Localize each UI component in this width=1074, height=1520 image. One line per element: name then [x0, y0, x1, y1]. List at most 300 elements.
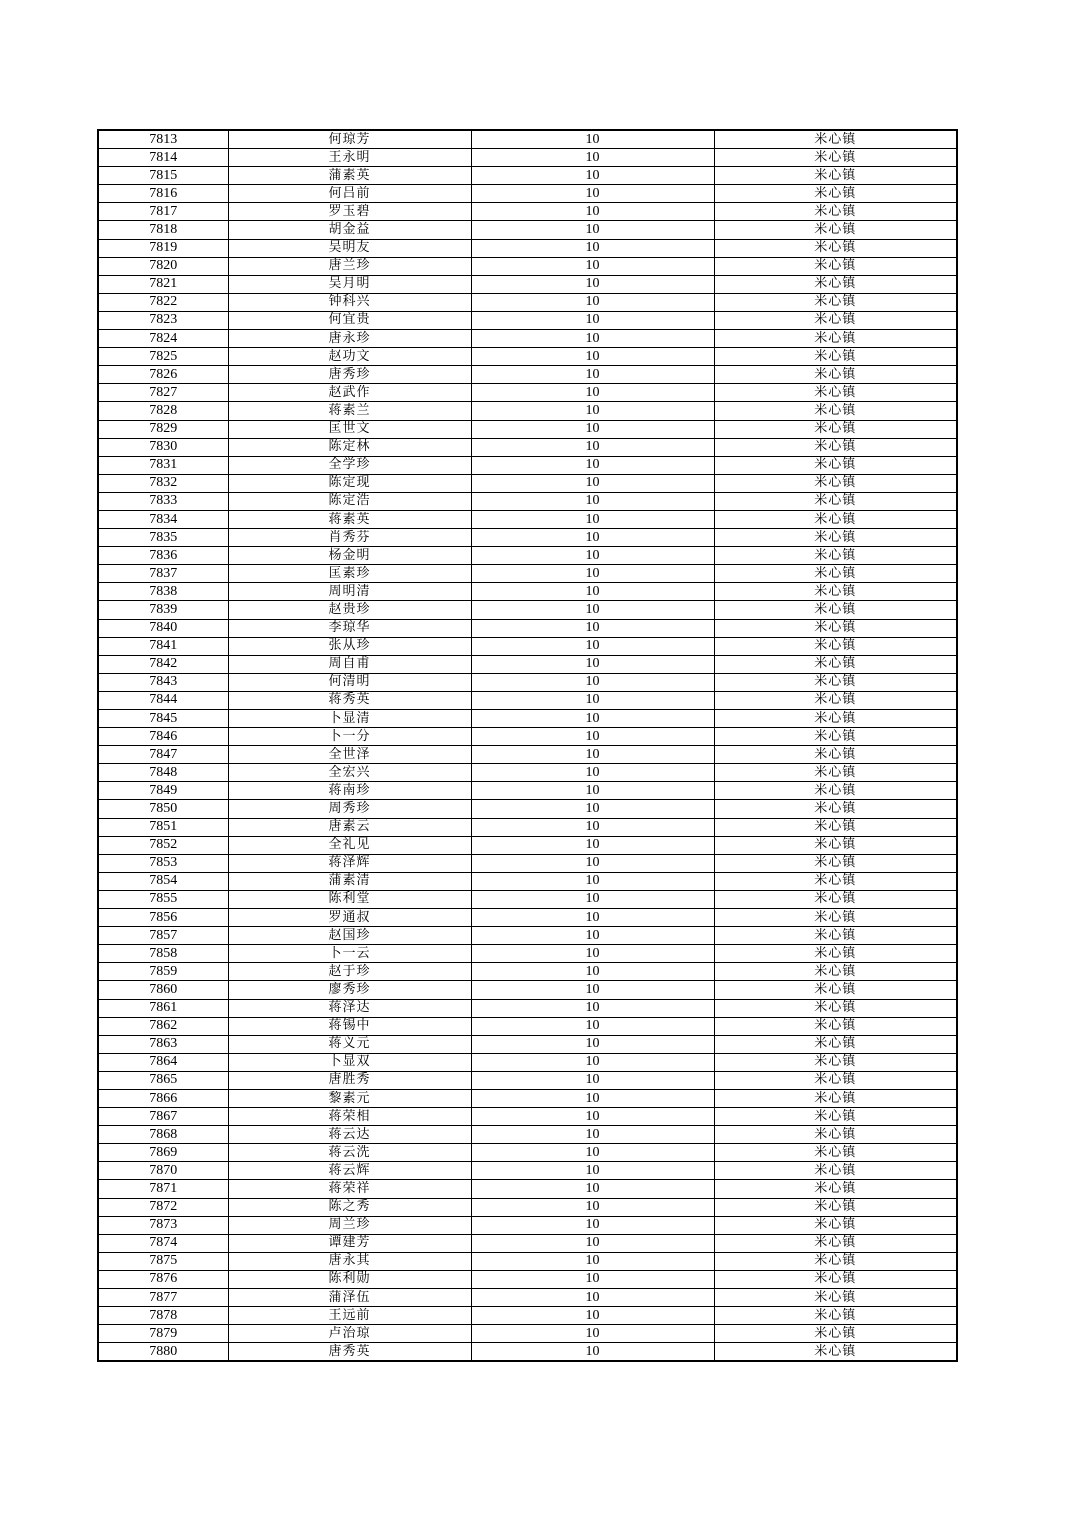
row-number-cell: 7870: [98, 1162, 228, 1180]
table-row: [98, 746, 957, 764]
row-number-cell: 7853: [98, 854, 228, 872]
town-cell: 米心镇: [714, 185, 957, 203]
amount-cell: 10: [471, 529, 714, 547]
row-number-cell: 7825: [98, 348, 228, 366]
data-table: [97, 129, 958, 1362]
row-number-cell: 7816: [98, 185, 228, 203]
town-cell: 米心镇: [714, 1307, 957, 1325]
name-cell: 周明清: [228, 583, 471, 601]
name-cell: 王远前: [228, 1307, 471, 1325]
town-cell: 米心镇: [714, 474, 957, 492]
town-cell: 米心镇: [714, 963, 957, 981]
table-row: [98, 1252, 957, 1270]
town-cell: 米心镇: [714, 854, 957, 872]
amount-cell: 10: [471, 1126, 714, 1144]
amount-cell: 10: [471, 764, 714, 782]
table-row: [98, 1216, 957, 1234]
town-cell: 米心镇: [714, 637, 957, 655]
table-row: [98, 438, 957, 456]
table-row: [98, 203, 957, 221]
town-cell: 米心镇: [714, 1053, 957, 1071]
row-number-cell: 7846: [98, 728, 228, 746]
name-cell: 唐秀英: [228, 1343, 471, 1362]
row-number-cell: 7863: [98, 1035, 228, 1053]
name-cell: 陈之秀: [228, 1198, 471, 1216]
town-cell: 米心镇: [714, 999, 957, 1017]
name-cell: 蒲泽伍: [228, 1289, 471, 1307]
amount-cell: 10: [471, 130, 714, 149]
table-row: [98, 909, 957, 927]
row-number-cell: 7844: [98, 691, 228, 709]
amount-cell: 10: [471, 239, 714, 257]
table-row: [98, 293, 957, 311]
row-number-cell: 7842: [98, 655, 228, 673]
amount-cell: 10: [471, 257, 714, 275]
amount-cell: 10: [471, 492, 714, 510]
table-row: [98, 764, 957, 782]
row-number-cell: 7861: [98, 999, 228, 1017]
town-cell: 米心镇: [714, 583, 957, 601]
table-row: [98, 1017, 957, 1035]
town-cell: 米心镇: [714, 1289, 957, 1307]
town-cell: 米心镇: [714, 1017, 957, 1035]
row-number-cell: 7840: [98, 619, 228, 637]
table-row: [98, 275, 957, 293]
table-row: [98, 1307, 957, 1325]
amount-cell: 10: [471, 872, 714, 890]
table-row: [98, 673, 957, 691]
name-cell: 陈定现: [228, 474, 471, 492]
table-row: [98, 1126, 957, 1144]
amount-cell: 10: [471, 637, 714, 655]
name-cell: 蒋荣相: [228, 1108, 471, 1126]
town-cell: 米心镇: [714, 348, 957, 366]
name-cell: 罗通叔: [228, 909, 471, 927]
amount-cell: 10: [471, 800, 714, 818]
town-cell: 米心镇: [714, 1108, 957, 1126]
table-row: [98, 945, 957, 963]
amount-cell: 10: [471, 474, 714, 492]
name-cell: 张从珍: [228, 637, 471, 655]
name-cell: 吴月明: [228, 275, 471, 293]
table-row: [98, 167, 957, 185]
name-cell: 陈定浩: [228, 492, 471, 510]
name-cell: 赵贵珍: [228, 601, 471, 619]
name-cell: 何清明: [228, 673, 471, 691]
amount-cell: 10: [471, 1053, 714, 1071]
row-number-cell: 7813: [98, 130, 228, 149]
town-cell: 米心镇: [714, 257, 957, 275]
amount-cell: 10: [471, 927, 714, 945]
amount-cell: 10: [471, 818, 714, 836]
town-cell: 米心镇: [714, 547, 957, 565]
amount-cell: 10: [471, 1180, 714, 1198]
table-row: [98, 1071, 957, 1089]
town-cell: 米心镇: [714, 456, 957, 474]
table-row: [98, 1180, 957, 1198]
name-cell: 蒲素清: [228, 872, 471, 890]
table-row: [98, 981, 957, 999]
row-number-cell: 7857: [98, 927, 228, 945]
name-cell: 蒲素英: [228, 167, 471, 185]
table-row: [98, 130, 957, 149]
name-cell: 唐永珍: [228, 330, 471, 348]
name-cell: 陈利勋: [228, 1270, 471, 1288]
amount-cell: 10: [471, 384, 714, 402]
amount-cell: 10: [471, 1198, 714, 1216]
row-number-cell: 7827: [98, 384, 228, 402]
amount-cell: 10: [471, 311, 714, 329]
name-cell: 罗玉碧: [228, 203, 471, 221]
table-row: [98, 1108, 957, 1126]
table-row: [98, 149, 957, 167]
row-number-cell: 7836: [98, 547, 228, 565]
amount-cell: 10: [471, 149, 714, 167]
town-cell: 米心镇: [714, 149, 957, 167]
amount-cell: 10: [471, 293, 714, 311]
town-cell: 米心镇: [714, 1035, 957, 1053]
amount-cell: 10: [471, 438, 714, 456]
row-number-cell: 7814: [98, 149, 228, 167]
amount-cell: 10: [471, 1035, 714, 1053]
name-cell: 赵功文: [228, 348, 471, 366]
amount-cell: 10: [471, 583, 714, 601]
town-cell: 米心镇: [714, 619, 957, 637]
amount-cell: 10: [471, 221, 714, 239]
amount-cell: 10: [471, 945, 714, 963]
name-cell: 陈利堂: [228, 890, 471, 908]
town-cell: 米心镇: [714, 782, 957, 800]
table-row: [98, 420, 957, 438]
row-number-cell: 7815: [98, 167, 228, 185]
name-cell: 蒋素英: [228, 510, 471, 528]
table-row: [98, 1198, 957, 1216]
amount-cell: 10: [471, 547, 714, 565]
town-cell: 米心镇: [714, 836, 957, 854]
row-number-cell: 7862: [98, 1017, 228, 1035]
name-cell: 蒋锡中: [228, 1017, 471, 1035]
row-number-cell: 7833: [98, 492, 228, 510]
amount-cell: 10: [471, 275, 714, 293]
table-row: [98, 348, 957, 366]
name-cell: 赵国珍: [228, 927, 471, 945]
amount-cell: 10: [471, 456, 714, 474]
amount-cell: 10: [471, 1216, 714, 1234]
row-number-cell: 7868: [98, 1126, 228, 1144]
town-cell: 米心镇: [714, 293, 957, 311]
amount-cell: 10: [471, 1089, 714, 1107]
table-row: [98, 1162, 957, 1180]
row-number-cell: 7820: [98, 257, 228, 275]
town-cell: 米心镇: [714, 492, 957, 510]
town-cell: 米心镇: [714, 945, 957, 963]
town-cell: 米心镇: [714, 203, 957, 221]
table-row: [98, 311, 957, 329]
name-cell: 杨金明: [228, 547, 471, 565]
table-row: [98, 366, 957, 384]
row-number-cell: 7848: [98, 764, 228, 782]
row-number-cell: 7869: [98, 1144, 228, 1162]
name-cell: 蒋泽辉: [228, 854, 471, 872]
amount-cell: 10: [471, 728, 714, 746]
town-cell: 米心镇: [714, 601, 957, 619]
town-cell: 米心镇: [714, 1252, 957, 1270]
table-row: [98, 239, 957, 257]
amount-cell: 10: [471, 1017, 714, 1035]
name-cell: 陈定林: [228, 438, 471, 456]
name-cell: 王永明: [228, 149, 471, 167]
table-row: [98, 800, 957, 818]
row-number-cell: 7864: [98, 1053, 228, 1071]
table-row: [98, 1089, 957, 1107]
town-cell: 米心镇: [714, 366, 957, 384]
amount-cell: 10: [471, 510, 714, 528]
name-cell: 唐兰珍: [228, 257, 471, 275]
town-cell: 米心镇: [714, 1180, 957, 1198]
amount-cell: 10: [471, 782, 714, 800]
amount-cell: 10: [471, 890, 714, 908]
town-cell: 米心镇: [714, 330, 957, 348]
row-number-cell: 7875: [98, 1252, 228, 1270]
name-cell: 蒋南珍: [228, 782, 471, 800]
amount-cell: 10: [471, 1307, 714, 1325]
row-number-cell: 7847: [98, 746, 228, 764]
row-number-cell: 7824: [98, 330, 228, 348]
amount-cell: 10: [471, 1289, 714, 1307]
row-number-cell: 7828: [98, 402, 228, 420]
amount-cell: 10: [471, 185, 714, 203]
town-cell: 米心镇: [714, 818, 957, 836]
name-cell: 谭建芳: [228, 1234, 471, 1252]
name-cell: 吴明友: [228, 239, 471, 257]
amount-cell: 10: [471, 836, 714, 854]
table-row: [98, 330, 957, 348]
row-number-cell: 7879: [98, 1325, 228, 1343]
table-row: [98, 1053, 957, 1071]
row-number-cell: 7858: [98, 945, 228, 963]
table-body: [98, 130, 957, 1361]
row-number-cell: 7845: [98, 710, 228, 728]
name-cell: 廖秀珍: [228, 981, 471, 999]
name-cell: 卜一分: [228, 728, 471, 746]
table-row: [98, 710, 957, 728]
town-cell: 米心镇: [714, 890, 957, 908]
row-number-cell: 7821: [98, 275, 228, 293]
table-row: [98, 1343, 957, 1362]
amount-cell: 10: [471, 619, 714, 637]
name-cell: 周兰珍: [228, 1216, 471, 1234]
name-cell: 蒋云辉: [228, 1162, 471, 1180]
row-number-cell: 7860: [98, 981, 228, 999]
table-row: [98, 637, 957, 655]
table-row: [98, 257, 957, 275]
amount-cell: 10: [471, 710, 714, 728]
name-cell: 匡世文: [228, 420, 471, 438]
row-number-cell: 7837: [98, 565, 228, 583]
table-row: [98, 1234, 957, 1252]
town-cell: 米心镇: [714, 1234, 957, 1252]
row-number-cell: 7880: [98, 1343, 228, 1362]
town-cell: 米心镇: [714, 565, 957, 583]
table-row: [98, 384, 957, 402]
amount-cell: 10: [471, 1162, 714, 1180]
row-number-cell: 7851: [98, 818, 228, 836]
name-cell: 蒋秀英: [228, 691, 471, 709]
table-row: [98, 927, 957, 945]
row-number-cell: 7876: [98, 1270, 228, 1288]
table-row: [98, 619, 957, 637]
amount-cell: 10: [471, 1270, 714, 1288]
table-row: [98, 474, 957, 492]
row-number-cell: 7874: [98, 1234, 228, 1252]
row-number-cell: 7835: [98, 529, 228, 547]
name-cell: 卜一云: [228, 945, 471, 963]
town-cell: 米心镇: [714, 655, 957, 673]
amount-cell: 10: [471, 691, 714, 709]
row-number-cell: 7859: [98, 963, 228, 981]
town-cell: 米心镇: [714, 420, 957, 438]
name-cell: 何宜贵: [228, 311, 471, 329]
name-cell: 全世泽: [228, 746, 471, 764]
town-cell: 米心镇: [714, 1162, 957, 1180]
town-cell: 米心镇: [714, 764, 957, 782]
amount-cell: 10: [471, 203, 714, 221]
row-number-cell: 7838: [98, 583, 228, 601]
town-cell: 米心镇: [714, 728, 957, 746]
amount-cell: 10: [471, 167, 714, 185]
row-number-cell: 7832: [98, 474, 228, 492]
table-row: [98, 492, 957, 510]
amount-cell: 10: [471, 854, 714, 872]
row-number-cell: 7843: [98, 673, 228, 691]
row-number-cell: 7855: [98, 890, 228, 908]
table-row: [98, 547, 957, 565]
row-number-cell: 7873: [98, 1216, 228, 1234]
town-cell: 米心镇: [714, 1071, 957, 1089]
amount-cell: 10: [471, 1325, 714, 1343]
amount-cell: 10: [471, 366, 714, 384]
table-row: [98, 963, 957, 981]
town-cell: 米心镇: [714, 909, 957, 927]
town-cell: 米心镇: [714, 1270, 957, 1288]
table-row: [98, 221, 957, 239]
town-cell: 米心镇: [714, 981, 957, 999]
amount-cell: 10: [471, 981, 714, 999]
town-cell: 米心镇: [714, 927, 957, 945]
town-cell: 米心镇: [714, 1325, 957, 1343]
amount-cell: 10: [471, 1071, 714, 1089]
town-cell: 米心镇: [714, 1343, 957, 1362]
name-cell: 卜显双: [228, 1053, 471, 1071]
name-cell: 胡金益: [228, 221, 471, 239]
row-number-cell: 7852: [98, 836, 228, 854]
town-cell: 米心镇: [714, 673, 957, 691]
amount-cell: 10: [471, 330, 714, 348]
amount-cell: 10: [471, 673, 714, 691]
town-cell: 米心镇: [714, 311, 957, 329]
name-cell: 卢治琼: [228, 1325, 471, 1343]
town-cell: 米心镇: [714, 130, 957, 149]
name-cell: 黎素元: [228, 1089, 471, 1107]
name-cell: 何琼芳: [228, 130, 471, 149]
table-row: [98, 583, 957, 601]
row-number-cell: 7839: [98, 601, 228, 619]
name-cell: 周自甫: [228, 655, 471, 673]
town-cell: 米心镇: [714, 800, 957, 818]
amount-cell: 10: [471, 1252, 714, 1270]
town-cell: 米心镇: [714, 438, 957, 456]
table-row: [98, 999, 957, 1017]
name-cell: 唐永其: [228, 1252, 471, 1270]
name-cell: 唐素云: [228, 818, 471, 836]
name-cell: 钟科兴: [228, 293, 471, 311]
town-cell: 米心镇: [714, 710, 957, 728]
name-cell: 匡素珍: [228, 565, 471, 583]
row-number-cell: 7850: [98, 800, 228, 818]
town-cell: 米心镇: [714, 746, 957, 764]
table-row: [98, 456, 957, 474]
row-number-cell: 7871: [98, 1180, 228, 1198]
table-row: [98, 601, 957, 619]
town-cell: 米心镇: [714, 1089, 957, 1107]
town-cell: 米心镇: [714, 221, 957, 239]
table-row: [98, 529, 957, 547]
row-number-cell: 7865: [98, 1071, 228, 1089]
name-cell: 周秀珍: [228, 800, 471, 818]
table-row: [98, 854, 957, 872]
table-row: [98, 565, 957, 583]
table-row: [98, 872, 957, 890]
name-cell: 蒋云洗: [228, 1144, 471, 1162]
name-cell: 李琼华: [228, 619, 471, 637]
name-cell: 肖秀芬: [228, 529, 471, 547]
name-cell: 全礼见: [228, 836, 471, 854]
row-number-cell: 7817: [98, 203, 228, 221]
amount-cell: 10: [471, 1234, 714, 1252]
table-row: [98, 1270, 957, 1288]
row-number-cell: 7831: [98, 456, 228, 474]
name-cell: 唐胜秀: [228, 1071, 471, 1089]
row-number-cell: 7819: [98, 239, 228, 257]
table-row: [98, 890, 957, 908]
town-cell: 米心镇: [714, 402, 957, 420]
row-number-cell: 7829: [98, 420, 228, 438]
name-cell: 蒋义元: [228, 1035, 471, 1053]
name-cell: 唐秀珍: [228, 366, 471, 384]
town-cell: 米心镇: [714, 872, 957, 890]
amount-cell: 10: [471, 999, 714, 1017]
town-cell: 米心镇: [714, 1126, 957, 1144]
name-cell: 全宏兴: [228, 764, 471, 782]
table-row: [98, 1289, 957, 1307]
name-cell: 蒋荣祥: [228, 1180, 471, 1198]
amount-cell: 10: [471, 565, 714, 583]
amount-cell: 10: [471, 909, 714, 927]
town-cell: 米心镇: [714, 239, 957, 257]
table-row: [98, 1325, 957, 1343]
amount-cell: 10: [471, 746, 714, 764]
row-number-cell: 7849: [98, 782, 228, 800]
table-row: [98, 510, 957, 528]
table-row: [98, 1035, 957, 1053]
town-cell: 米心镇: [714, 1144, 957, 1162]
name-cell: 何吕前: [228, 185, 471, 203]
row-number-cell: 7823: [98, 311, 228, 329]
row-number-cell: 7878: [98, 1307, 228, 1325]
name-cell: 赵武作: [228, 384, 471, 402]
row-number-cell: 7877: [98, 1289, 228, 1307]
table-row: [98, 402, 957, 420]
